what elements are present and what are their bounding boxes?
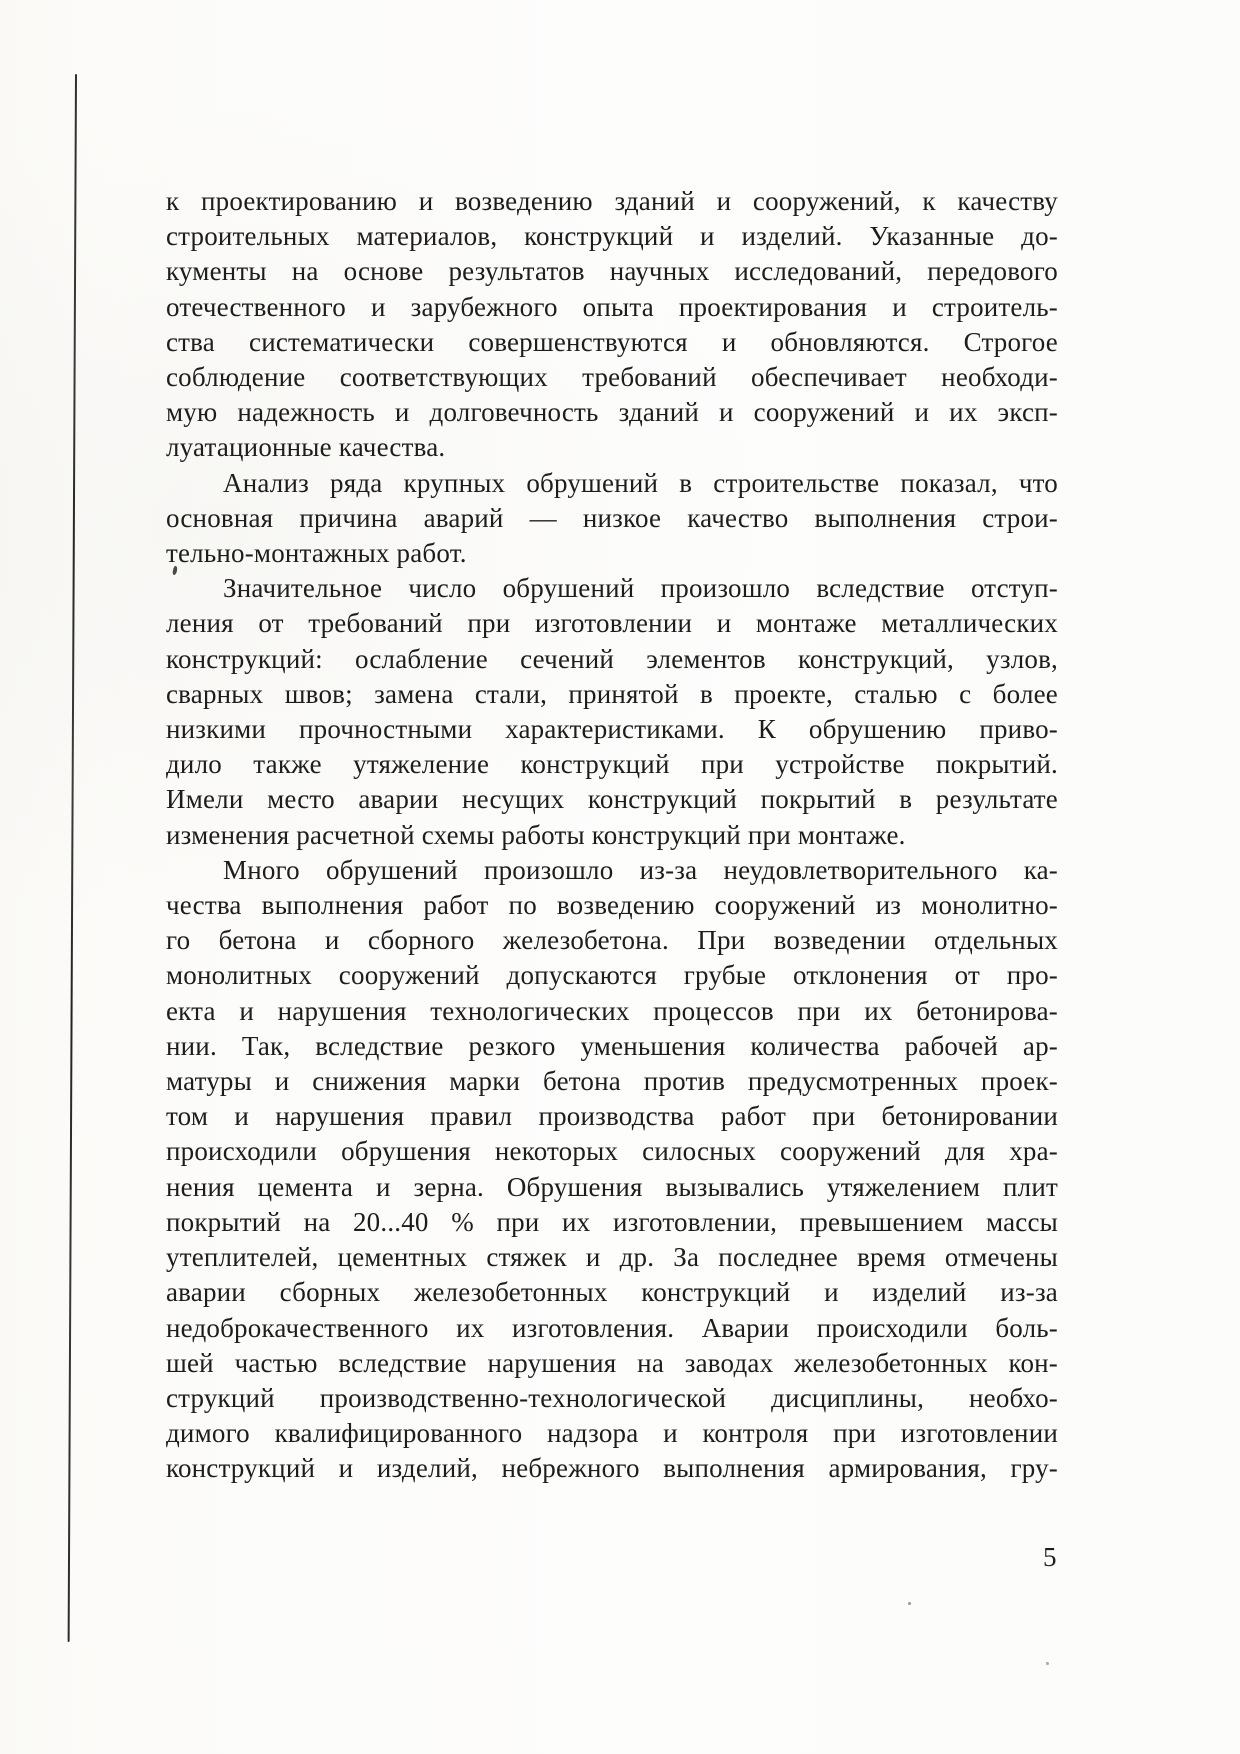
text-line: чества выполнения работ по возведению сооружений из монолитно-	[166, 890, 1058, 921]
text-line: Имели место аварии несущих конструкций покрытий в результате	[166, 784, 1058, 815]
text-line: отечественного и зарубежного опыта проектирования и строитель-	[166, 291, 1058, 322]
text-line: строительных материалов, конструкций и изделий. Указанные до-	[166, 221, 1058, 252]
text-line: луатационные качества.	[166, 432, 446, 463]
text-line: Много обрушений произошло из-за неудовлетворительного ка-	[223, 854, 1058, 885]
text-line: матуры и снижения марки бетона против предусмотренных проек-	[166, 1066, 1058, 1097]
text-line: том и нарушения правил производства работ при бетонировании	[166, 1101, 1058, 1132]
text-line: го бетона и сборного железобетона. При возведении отдельных	[166, 925, 1058, 956]
text-line: недоброкачественного их изготовления. Аварии происходили боль-	[166, 1312, 1058, 1343]
text-line: покрытий на 20...40 % при их изготовлении, превышением массы	[166, 1206, 1058, 1237]
text-line: нии. Так, вследствие резкого уменьшения количества рабочей ар-	[166, 1030, 1058, 1061]
text-line: Анализ ряда крупных обрушений в строительстве показал, что	[223, 467, 1058, 498]
text-line: нения цемента и зерна. Обрушения вызывались утяжелением плит	[166, 1171, 1058, 1202]
text-line: изменения расчетной схемы работы конструкций при монтаже.	[166, 819, 906, 850]
text-line: мую надежность и долговечность зданий и сооружений и их эксп-	[166, 397, 1058, 428]
text-line: конструкций и изделий, небрежного выполнения армирования, гру-	[166, 1453, 1058, 1484]
text-line: низкими прочностными характеристиками. К обрушению приво-	[166, 714, 1058, 745]
scan-speck	[1046, 1662, 1049, 1665]
text-line: монолитных сооружений допускаются грубые отклонения от про-	[166, 960, 1058, 991]
text-line: шей частью вследствие нарушения на заводах железобетонных кон-	[166, 1347, 1058, 1378]
text-line: аварии сборных железобетонных конструкций и изделий из-за	[166, 1277, 1058, 1308]
text-line: основная причина аварий — низкое качество выполнения строи-	[166, 502, 1058, 533]
binding-edge-line	[68, 74, 78, 1642]
text-line: к проектированию и возведению зданий и сооружений, к качеству	[166, 186, 1058, 216]
text-line: екта и нарушения технологических процессов при их бетонирова-	[166, 995, 1058, 1026]
text-line: ления от требований при изготовлении и монтаже металлических	[166, 608, 1058, 639]
text-line: тельно-монтажных работ.	[166, 538, 467, 569]
text-line: дило также утяжеление конструкций при устройстве покрытий.	[166, 749, 1058, 780]
text-block	[166, 184, 1058, 1487]
text-line: димого квалифицированного надзора и контроля при изготовлении	[166, 1418, 1058, 1449]
page-number: 5	[1043, 1542, 1057, 1572]
text-line: кументы на основе результатов научных исследований, передового	[166, 256, 1058, 287]
text-line: соблюдение соответствующих требований обеспечивает необходи-	[166, 362, 1058, 393]
text-line: струкций производственно-технологической дисциплины, необхо-	[166, 1382, 1058, 1413]
text-line: ства систематически совершенствуются и обновляются. Строгое	[166, 326, 1058, 357]
text-line: Значительное число обрушений произошло вследствие отступ-	[223, 573, 1058, 604]
text-line: сварных швов; замена стали, принятой в проекте, сталью с более	[166, 678, 1058, 709]
text-line: происходили обрушения некоторых силосных сооружений для хра-	[166, 1136, 1058, 1167]
scan-speck	[908, 1602, 911, 1605]
text-line: конструкций: ослабление сечений элементов конструкций, узлов,	[166, 643, 1058, 674]
text-line: утеплителей, цементных стяжек и др. За последнее время отмечены	[166, 1242, 1058, 1273]
